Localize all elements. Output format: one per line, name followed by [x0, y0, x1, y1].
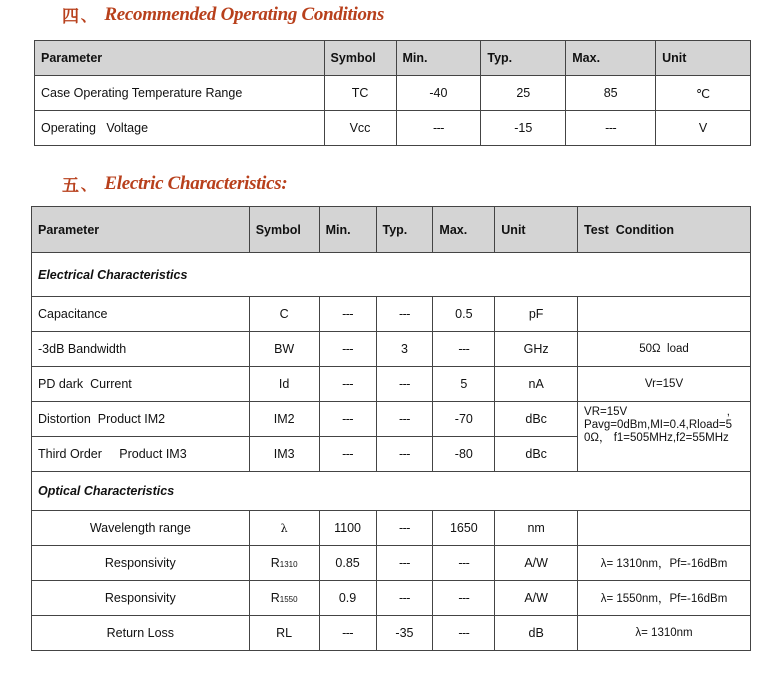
header-parameter: Parameter — [35, 41, 325, 76]
im-condition-line2: Pavg=0dBm,MI=0.4,Rload=5 — [584, 419, 733, 431]
cell-symbol: IM2 — [249, 402, 319, 437]
cell-typ: --- — [376, 437, 433, 472]
cell-condition — [578, 297, 751, 332]
cell-parameter: -3dB Bandwidth — [32, 332, 250, 367]
table-row — [32, 367, 751, 402]
cell-parameter: Operating Voltage — [35, 111, 325, 146]
im-condition-comma: , — [726, 406, 730, 418]
cell-parameter: Third Order Product IM3 — [32, 437, 250, 472]
section5-title — [62, 171, 287, 196]
section5-separator: 、 — [80, 177, 97, 194]
group-label-electrical: Electrical Characteristics — [32, 253, 751, 297]
cell-symbol: C — [249, 297, 319, 332]
table-header-row — [32, 207, 751, 253]
cell-parameter: PD dark Current — [32, 367, 250, 402]
cell-max: -70 — [433, 402, 495, 437]
cell-unit: pF — [495, 297, 578, 332]
cell-max: --- — [566, 111, 656, 146]
symbol-main: R — [270, 556, 280, 570]
cell-condition: 50Ω load — [578, 332, 751, 367]
header-symbol: Symbol — [249, 207, 319, 253]
header-max: Max. — [433, 207, 495, 253]
table-row — [32, 616, 751, 651]
cell-unit: V — [656, 111, 751, 146]
section4-number: 四 — [62, 7, 79, 27]
cell-typ: --- — [376, 511, 433, 546]
operating-conditions-table — [34, 40, 751, 146]
section5-number: 五 — [62, 176, 79, 196]
cell-parameter: Case Operating Temperature Range — [35, 76, 325, 111]
symbol-sub: 1310 — [279, 560, 298, 569]
table-header-row — [35, 41, 751, 76]
section4-title — [62, 2, 384, 27]
section5-title-text: Electric Characteristics: — [104, 172, 288, 194]
header-min: Min. — [319, 207, 376, 253]
cell-max: 1650 — [433, 511, 495, 546]
group-row-optical — [32, 472, 751, 511]
symbol-main: λ — [280, 522, 288, 535]
cell-symbol: Id — [249, 367, 319, 402]
header-typ: Typ. — [481, 41, 566, 76]
cell-symbol: BW — [249, 332, 319, 367]
header-unit: Unit — [656, 41, 751, 76]
cell-condition: Vr=15V — [578, 367, 751, 402]
cell-typ: 25 — [481, 76, 566, 111]
cell-condition — [578, 511, 751, 546]
cell-unit: nm — [495, 511, 578, 546]
cell-max: 5 — [433, 367, 495, 402]
cell-unit: dBc — [495, 402, 578, 437]
header-max: Max. — [566, 41, 656, 76]
cell-symbol — [249, 616, 319, 651]
cell-typ: --- — [376, 297, 433, 332]
cell-typ: -15 — [481, 111, 566, 146]
cell-symbol: TC — [324, 76, 396, 111]
cell-symbol — [249, 511, 319, 546]
cell-condition-im — [578, 402, 751, 472]
header-min: Min. — [396, 41, 481, 76]
cell-typ: 3 — [376, 332, 433, 367]
header-unit: Unit — [495, 207, 578, 253]
cell-unit: A/W — [495, 581, 578, 616]
cell-condition: λ= 1310nm — [578, 616, 751, 651]
cell-min: -40 — [396, 76, 481, 111]
cell-parameter: Responsivity — [32, 581, 250, 616]
cell-parameter: Distortion Product IM2 — [32, 402, 250, 437]
cell-min: 0.85 — [319, 546, 376, 581]
cell-min: --- — [319, 367, 376, 402]
cell-min: --- — [319, 437, 376, 472]
cell-typ: --- — [376, 367, 433, 402]
header-symbol: Symbol — [324, 41, 396, 76]
symbol-sub: 1550 — [279, 595, 298, 604]
cell-symbol: IM3 — [249, 437, 319, 472]
header-parameter: Parameter — [32, 207, 250, 253]
cell-condition: λ= 1550nm，Pf=-16dBm — [578, 581, 751, 616]
section4-separator: 、 — [80, 8, 97, 25]
cell-min: --- — [319, 332, 376, 367]
cell-min: --- — [319, 297, 376, 332]
table-row — [32, 581, 751, 616]
cell-parameter: Wavelength range — [32, 511, 250, 546]
im-condition-line3: 0Ω， f1=505MHz,f2=55MHz — [584, 432, 729, 444]
cell-symbol: Vcc — [324, 111, 396, 146]
header-test-condition: Test Condition — [578, 207, 751, 253]
table-row — [32, 511, 751, 546]
cell-typ: --- — [376, 402, 433, 437]
cell-min: --- — [319, 402, 376, 437]
cell-min: --- — [319, 616, 376, 651]
im-condition-vr: VR=15V — [584, 406, 628, 418]
cell-typ: --- — [376, 581, 433, 616]
table-row — [32, 297, 751, 332]
cell-min: --- — [396, 111, 481, 146]
cell-parameter: Return Loss — [32, 616, 250, 651]
im-condition-line1 — [584, 406, 744, 419]
section4-title-text: Recommended Operating Conditions — [104, 3, 385, 25]
cell-min: 0.9 — [319, 581, 376, 616]
table-row — [32, 546, 751, 581]
cell-unit: A/W — [495, 546, 578, 581]
cell-max: --- — [433, 616, 495, 651]
cell-max: -80 — [433, 437, 495, 472]
cell-typ: -35 — [376, 616, 433, 651]
cell-max: 85 — [566, 76, 656, 111]
group-label-optical: Optical Characteristics — [32, 472, 751, 511]
header-typ: Typ. — [376, 207, 433, 253]
cell-max: 0.5 — [433, 297, 495, 332]
cell-unit: nA — [495, 367, 578, 402]
cell-typ: --- — [376, 546, 433, 581]
table-row — [32, 402, 751, 437]
cell-max: --- — [433, 581, 495, 616]
cell-unit: dBc — [495, 437, 578, 472]
cell-unit: ℃ — [656, 76, 751, 111]
symbol-main: R — [270, 591, 280, 605]
cell-parameter: Capacitance — [32, 297, 250, 332]
table-row — [32, 332, 751, 367]
cell-max: --- — [433, 546, 495, 581]
table-row — [35, 111, 751, 146]
cell-symbol — [249, 546, 319, 581]
cell-max: --- — [433, 332, 495, 367]
electric-characteristics-table — [31, 206, 751, 651]
cell-unit: dB — [495, 616, 578, 651]
cell-min: 1100 — [319, 511, 376, 546]
cell-unit: GHz — [495, 332, 578, 367]
cell-symbol — [249, 581, 319, 616]
table-row — [35, 76, 751, 111]
group-row-electrical — [32, 253, 751, 297]
cell-condition: λ= 1310nm，Pf=-16dBm — [578, 546, 751, 581]
symbol-main: RL — [276, 626, 293, 640]
cell-parameter: Responsivity — [32, 546, 250, 581]
